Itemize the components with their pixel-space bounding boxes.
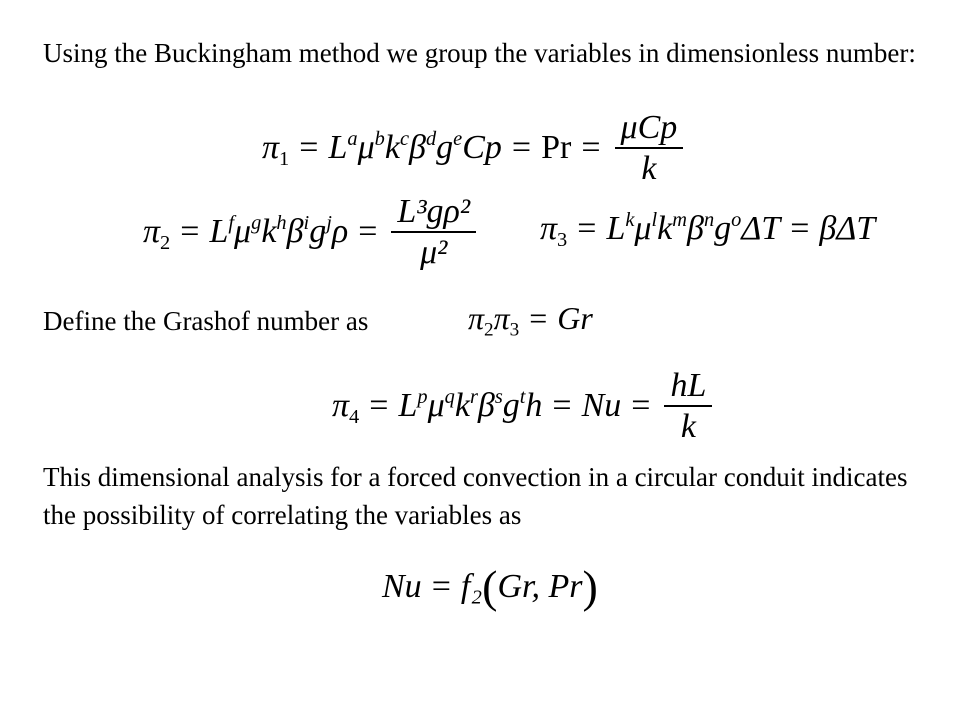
grashof-text: Define the Grashof number as — [43, 306, 369, 336]
pi3-result: βΔT — [819, 210, 876, 247]
equation-final: Nu = f₂ ( Gr, Pr ) — [382, 561, 598, 612]
final-args: Gr, Pr — [497, 567, 583, 605]
grashof-symbol: Gr — [557, 300, 593, 336]
prandtl-denominator: k — [641, 150, 657, 188]
prandtl-symbol: Pr — [541, 129, 572, 167]
nusselt-numerator: hL — [670, 367, 707, 404]
equation-pi3: $\pi_3$ = $L^k\mu^lk^m\beta^ng^o\Delta T$ = βΔT — [540, 208, 876, 252]
final-function: f₂ — [460, 567, 483, 605]
equation-grashof: $\pi_2\pi_3$ = Gr — [468, 300, 593, 341]
conclusion-text: This dimensional analysis for a forced convection in a circular conduit indicates the possibility of correlating the variables as — [43, 462, 908, 530]
nusselt-denominator: k — [680, 408, 696, 446]
nusselt-fraction — [664, 366, 712, 446]
prandtl-numerator: μCp — [620, 109, 678, 146]
pi2-numerator: L³gρ² — [397, 193, 471, 230]
intro-text: Using the Buckingham method we group the variables in dimensionless number: — [43, 38, 916, 68]
equation-pi2: $\pi_2$ = $L^f\mu^gk^h\beta^ig^j\rho$ = $\frac{\text{L³gρ²}}{\text{μ²}}$ — [143, 192, 480, 272]
nusselt-symbol: Nu — [581, 387, 622, 425]
equation-pi4: $\pi_4$ = $L^p\mu^qk^r\beta^sg^th$ = Nu = $\frac{hL}{k}$ — [332, 366, 716, 446]
pi2-denominator: μ² — [420, 234, 448, 272]
prandtl-fraction — [615, 108, 684, 188]
final-lhs: Nu — [382, 567, 422, 605]
pi2-fraction — [391, 192, 476, 272]
equation-pi1: $\pi_1$ = $L^a\mu^bk^c\beta^dg^eCp$ = Pr = $\frac{\text{μCp}}{k}$ — [262, 108, 687, 188]
